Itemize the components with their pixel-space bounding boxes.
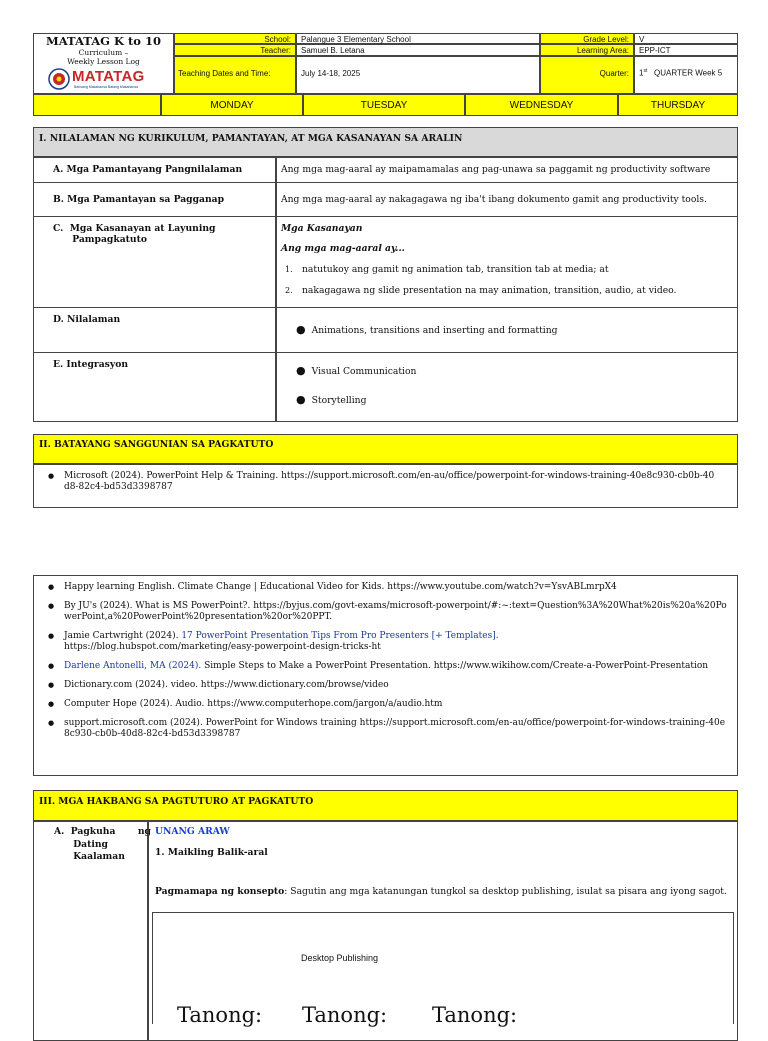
concept-paragraph [155, 886, 735, 897]
day-wednesday: WEDNESDAY [465, 94, 618, 116]
reference-title-link[interactable]: 17 PowerPoint Presentation Tips From Pro Presenters [+ Templates]. [181, 631, 499, 641]
reference-author: Jamie Cartwright (2024). [64, 631, 182, 641]
row-divider [33, 216, 738, 217]
matatag-logo [48, 68, 168, 92]
quarter-num: 1 [639, 68, 644, 78]
row-d-item1-line [296, 323, 558, 336]
dates-label-cell [174, 56, 296, 94]
row-e-item1-line [296, 364, 416, 377]
row-e-item2: Storytelling [311, 395, 367, 406]
row-c-num2: 2. [285, 286, 293, 295]
logo-text: MATATAG [72, 68, 145, 85]
question-label-3: Tanong: [432, 1003, 518, 1027]
row-c-item2: nakagagawa ng slide presentation na may animation, transition, audio, at video. [302, 285, 677, 296]
reference-item: ● Happy learning English. Climate Change | Educational Video for Kids. https://www.youtube.com/watch?v=YsvABLmrpX4 [64, 582, 729, 593]
step1-label: 1. Maikling Balik-aral [155, 847, 268, 858]
logo-tagline: Bansang Makabansa Batang Makabansa [74, 85, 139, 89]
row-c-item1: natutukoy ang gamit ng animation tab, transition tab at media; at [302, 264, 609, 275]
school-value: Palangue 3 Elementary School [296, 33, 540, 44]
reference-item: ● support.microsoft.com (2024). PowerPoint for Windows training https://support.microsoft.com/en-au/office/powerpoint-for-windows-training-40e8c930-cb0b-40d8-82c4-bd53d3398787 [64, 718, 729, 740]
grade-label: Grade Level: [540, 33, 634, 44]
quarter-value-line [635, 68, 737, 78]
row-c-label: C. Mga Kasanayan at Layuning Pampagkatuto [53, 223, 216, 245]
area-label: Learning Area: [540, 44, 634, 56]
concept-center-label: Desktop Publishing [301, 953, 379, 963]
reference-item: ● Computer Hope (2024). Audio. https://www.computerhope.com/jargon/a/audio.htm [64, 699, 729, 710]
day-monday: MONDAY [161, 94, 303, 116]
quarter-label-cell [540, 56, 634, 94]
reference-text: Simple Steps to Make a PowerPoint Presentation. https://www.wikihow.com/Create-a-PowerPoint-Presentation [204, 661, 709, 671]
row-b-value: Ang mga mag-aaral ay nakagagawa ng iba't ibang dokumento gamit ang productivity tools. [281, 194, 707, 205]
reference-url: https://blog.hubspot.com/marketing/easy-powerpoint-design-tricks-ht [64, 642, 381, 652]
area-value: EPP-ICT [634, 44, 738, 56]
row-d-label: D. Nilalaman [53, 314, 121, 325]
question-label-1: Tanong: [177, 1003, 263, 1027]
reference-item: ● By JU's (2024). What is MS PowerPoint?. https://byjus.com/govt-exams/microsoft-powerpoint/#:~:text=Question%3A%20What%20is%20a%20PowerPoint,a%20PowerPoint%20presentation%20or%20PPT. [64, 601, 729, 623]
reference-item [64, 661, 729, 672]
row-a-value: Ang mga mag-aaral ay maipamamalas ang pag-unawa sa paggamit ng productivity software [281, 164, 711, 175]
grade-value: V [634, 33, 738, 44]
dates-value: July 14-18, 2025 [301, 69, 361, 78]
school-label: School: [174, 33, 296, 44]
header-subtitle: Curriculum – Weekly Lesson Log [67, 48, 140, 66]
dates-value-cell [296, 56, 540, 94]
dates-label: Teaching Dates and Time: [178, 69, 271, 78]
day-tuesday: TUESDAY [303, 94, 465, 116]
teacher-value: Samuel B. Letana [296, 44, 540, 56]
row-c-sub: Ang mga mag-aaral ay... [281, 243, 405, 254]
quarter-sup: st [643, 68, 648, 74]
quarter-value-cell [634, 56, 738, 94]
row-c-num1: 1. [285, 265, 293, 274]
row-d-item1: Animations, transitions and inserting and formatting [311, 325, 558, 336]
section1-heading: I. NILALAMAN NG KURIKULUM, PAMANTAYAN, AT MGA KASANAYAN SA ARALIN [33, 127, 738, 157]
concept-text: : Sagutin ang mga katanungan tungkol sa desktop publishing, isulat sa pisara ang iyong sagot. [284, 886, 727, 897]
header-title: MATATAG K to 10 [46, 34, 161, 48]
references-box [33, 575, 738, 776]
row-e-label: E. Integrasyon [53, 359, 129, 370]
row-divider [33, 307, 738, 308]
section3-a-label: A. Pagkuha ng Dating Kaalaman [54, 826, 151, 862]
reference-item: ● Dictionary.com (2024). video. https://www.dictionary.com/browse/video [64, 680, 729, 691]
header-title-box [33, 33, 174, 94]
row-a-label: A. Mga Pamantayang Pangnilalaman [53, 164, 243, 175]
question-label-2: Tanong: [302, 1003, 388, 1027]
section2-refs [33, 464, 738, 508]
row-e-item1: Visual Communication [311, 366, 417, 377]
concept-bold: Pagmamapa ng konsepto [155, 886, 285, 897]
deped-seal-icon [48, 68, 70, 90]
section3-label-col [33, 821, 151, 1041]
row-divider [33, 352, 738, 353]
section3-heading: III. MGA HAKBANG SA PAGTUTURO AT PAGKATUTO [33, 790, 738, 821]
day-label: UNANG ARAW [155, 826, 230, 837]
reference-item [64, 631, 729, 653]
teacher-label: Teacher: [174, 44, 296, 56]
bullet-icon: ● [296, 393, 306, 406]
days-blank-cell [33, 94, 161, 116]
reference-item: ● Microsoft (2024). PowerPoint Help & Training. https://support.microsoft.com/en-au/office/powerpoint-for-windows-training-40e8c930-cb0b-40d8-82c4-bd53d3398787 [64, 471, 717, 493]
row-b-label: B. Mga Pamantayan sa Pagganap [53, 194, 225, 205]
quarter-label: Quarter: [599, 69, 629, 78]
day-thursday: THURSDAY [618, 94, 738, 116]
row-e-item2-line [296, 393, 366, 406]
bullet-icon: ● [296, 323, 306, 336]
row-divider [33, 182, 738, 183]
reference-author-link[interactable]: Darlene Antonelli, MA (2024). [64, 661, 205, 671]
row-c-heading: Mga Kasanayan [281, 223, 363, 234]
quarter-value: QUARTER Week 5 [654, 68, 723, 78]
bullet-icon: ● [296, 364, 306, 377]
section2-heading: II. BATAYANG SANGGUNIAN SA PAGKATUTO [33, 434, 738, 464]
